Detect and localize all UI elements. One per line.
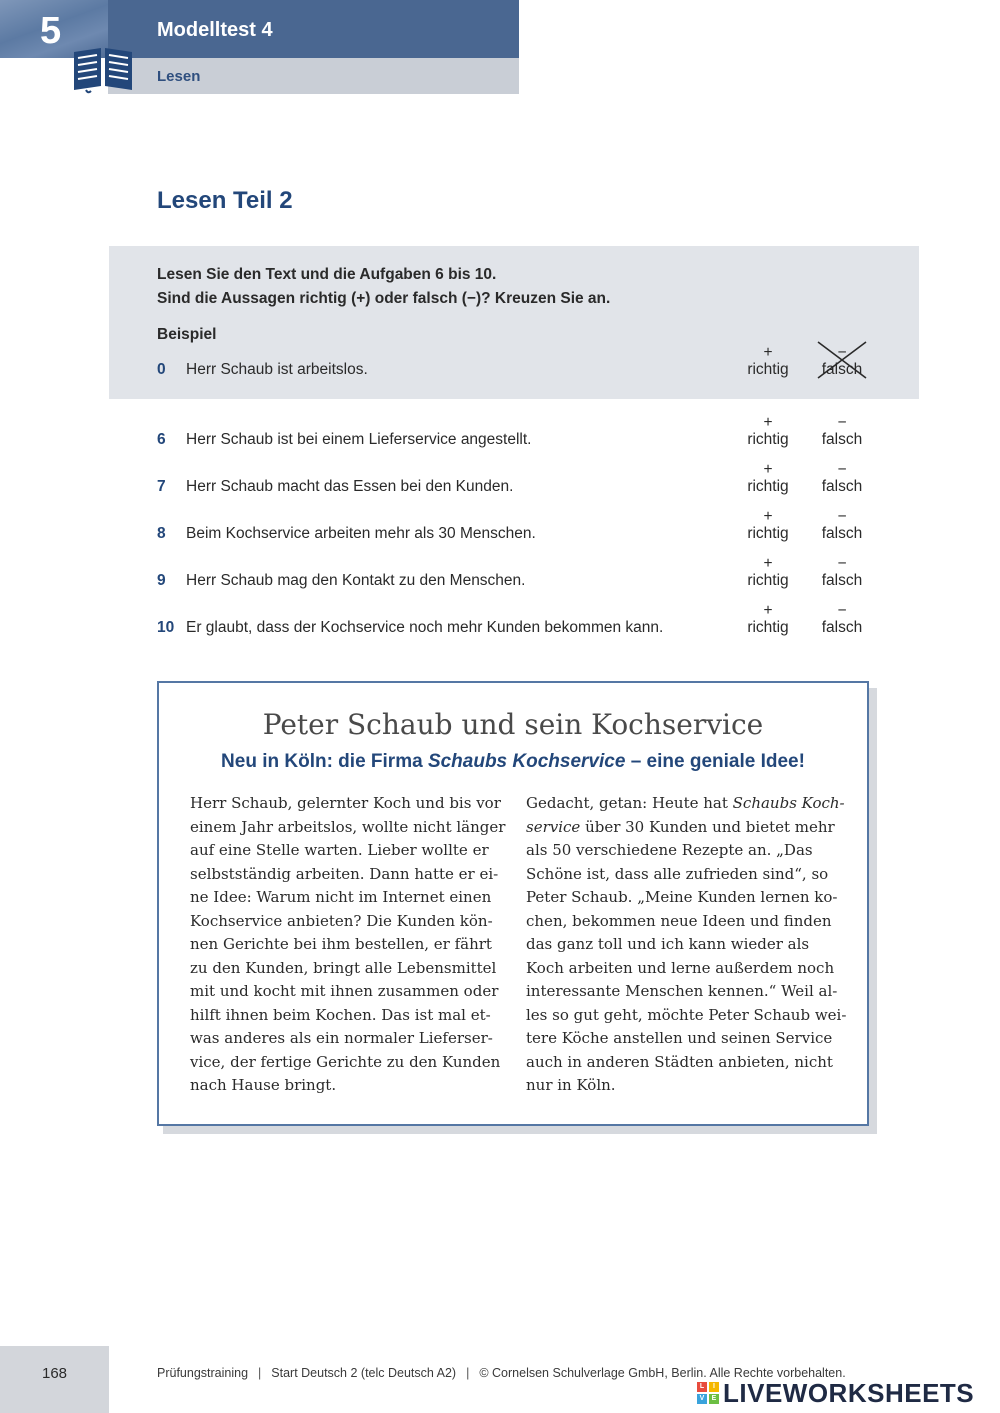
chapter-number: 5 xyxy=(40,10,62,52)
page-number: 168 xyxy=(42,1365,68,1382)
item-statement: Herr Schaub ist arbeitslos. xyxy=(186,361,368,378)
richtig-option[interactable]: + richtig xyxy=(747,414,789,448)
open-book-icon xyxy=(70,44,136,94)
item-statement: Herr Schaub macht das Essen bei den Kunden. xyxy=(186,478,514,495)
falsch-option[interactable]: − falsch xyxy=(821,602,863,636)
item-statement: Er glaubt, dass der Kochservice noch mehr Kunden bekommen kann. xyxy=(186,619,664,636)
article-title: Peter Schaub und sein Kochservice xyxy=(262,708,764,741)
richtig-option[interactable]: + richtig xyxy=(747,461,789,495)
instruction-line-2: Sind die Aussagen richtig (+) oder falsch (−)? Kreuzen Sie an. xyxy=(157,290,611,307)
richtig-option[interactable]: + richtig xyxy=(747,602,789,636)
example-label: Beispiel xyxy=(157,326,217,343)
falsch-option[interactable]: − falsch xyxy=(821,461,863,495)
article-column-right: Gedacht, getan: Heute hat Schaubs Koch- service über 30 Kunden und bietet mehr als 50 verschiedene Rezepte an. „Das Schöne ist, dass alle zufrieden sind“, so Peter Schaub. „Meine Kunden lernen ko- chen, bekommen neue Ideen und finden das ganz toll und ich kann wieder als Koch arbeiten und lerne außerdem noch interessante Menschen kennen.“ Weil al- les so gut geht, möchte Peter Schaub wei- tere Köche anstellen und seinen Service auch in anderen Städten anbieten, nicht nur in Köln. xyxy=(526,794,847,1094)
article-subtitle: Neu in Köln: die Firma Schaubs Kochservice – eine geniale Idee! xyxy=(221,751,805,772)
task-row xyxy=(0,461,1000,501)
item-statement: Herr Schaub ist bei einem Lieferservice angestellt. xyxy=(186,431,532,448)
falsch-option[interactable]: − falsch xyxy=(821,508,863,542)
richtig-option[interactable]: + richtig xyxy=(747,508,789,542)
section-title: Lesen Teil 2 xyxy=(157,187,293,214)
item-number: 9 xyxy=(157,572,166,589)
item-number: 8 xyxy=(157,525,166,542)
logo-blocks-icon: L I V E xyxy=(697,1382,719,1404)
cross-mark-icon xyxy=(814,340,870,382)
richtig-option[interactable]: + richtig xyxy=(747,555,789,589)
richtig-option[interactable]: + richtig xyxy=(747,344,789,378)
item-number: 0 xyxy=(157,361,166,378)
falsch-option[interactable]: − falsch xyxy=(821,555,863,589)
falsch-option[interactable]: − falsch xyxy=(821,414,863,448)
item-number: 6 xyxy=(157,431,166,448)
article-column-left: Herr Schaub, gelernter Koch und bis vor einem Jahr arbeitslos, wollte nicht länger auf eine Stelle warten. Lieber wollte er selbstständig arbeiten. Dann hatte er ei- ne Idee: Warum nicht im Internet einen Kochservice anbieten? Die Kunden kön- nen Gerichte bei ihm bestellen, er fährt zu den Kunden, bringt alle Lebensmittel mit und kocht mit ihnen zusammen oder hilft ihnen beim Kochen. Das ist mal et- was anderes als ein normaler Lieferser- vice, der fertige Gerichte zu den Kunden nach Hause bringt. xyxy=(190,794,506,1094)
item-number: 10 xyxy=(157,619,175,636)
item-statement: Beim Kochservice arbeiten mehr als 30 Menschen. xyxy=(186,525,536,542)
item-statement: Herr Schaub mag den Kontakt zu den Menschen. xyxy=(186,572,526,589)
header-subtitle: Lesen xyxy=(157,68,201,85)
header-title: Modelltest 4 xyxy=(157,19,273,41)
task-row xyxy=(0,508,1000,548)
falsch-option[interactable]: − falsch xyxy=(821,344,863,378)
footer-text: Prüfungstraining | Start Deutsch 2 (telc Deutsch A2) | © Cornelsen Schulverlage GmbH, Berlin. Alle Rechte vorbehalten. xyxy=(157,1366,846,1380)
instruction-line-1: Lesen Sie den Text und die Aufgaben 6 bis 10. xyxy=(157,266,497,283)
item-number: 7 xyxy=(157,478,166,495)
liveworksheets-logo[interactable] xyxy=(697,1378,974,1408)
task-row xyxy=(0,602,1000,642)
task-row xyxy=(0,414,1000,454)
task-row xyxy=(0,555,1000,595)
logo-text: LIVEWORKSHEETS xyxy=(723,1377,975,1408)
